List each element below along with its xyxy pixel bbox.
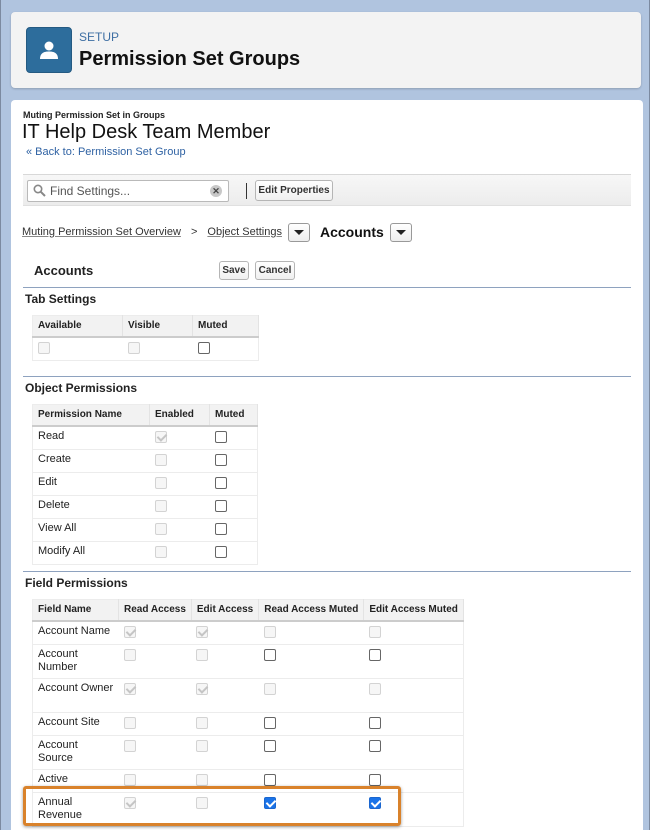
muted-checkbox[interactable] (215, 523, 227, 535)
tab-settings-title: Tab Settings (25, 292, 97, 306)
muted-checkbox[interactable] (215, 546, 227, 558)
table-row (33, 518, 258, 541)
read-access-checkbox (124, 626, 136, 638)
column-header: Field Name (33, 600, 119, 621)
edit-access-muted-checkbox[interactable] (369, 774, 381, 786)
table-row (33, 712, 464, 735)
read-access-checkbox (124, 797, 136, 809)
breadcrumb-object-settings-link[interactable]: Object Settings (207, 226, 282, 238)
muted-checkbox[interactable] (215, 431, 227, 443)
breadcrumb-overview-link[interactable]: Muting Permission Set Overview (22, 226, 181, 238)
header-title: Permission Set Groups (79, 48, 301, 70)
available-checkbox (38, 342, 50, 354)
table-row (33, 426, 258, 450)
muted-checkbox[interactable] (215, 454, 227, 466)
object-settings-dropdown-button[interactable] (288, 223, 310, 242)
permission-name: Delete (33, 495, 150, 518)
table-row (33, 769, 464, 792)
table-row (33, 792, 464, 826)
edit-access-muted-checkbox[interactable] (369, 717, 381, 729)
column-header: Muted (210, 405, 258, 426)
field-name: Account Site (33, 712, 119, 735)
read-access-checkbox (124, 649, 136, 661)
permission-name: Read (33, 426, 150, 450)
field-name: Active (33, 769, 119, 792)
enabled-checkbox (155, 454, 167, 466)
edit-properties-button[interactable]: Edit Properties (255, 180, 333, 201)
table-row (33, 735, 464, 769)
header-eyebrow: SETUP (79, 30, 120, 44)
table-row (33, 678, 464, 712)
page-header (11, 12, 641, 88)
table-row (33, 644, 464, 678)
section-divider (23, 376, 631, 377)
permission-name: Create (33, 449, 150, 472)
section-divider (23, 571, 631, 572)
edit-access-checkbox (196, 774, 208, 786)
read-access-muted-checkbox[interactable] (264, 649, 276, 661)
enabled-checkbox (155, 500, 167, 512)
edit-access-muted-checkbox[interactable] (369, 649, 381, 661)
toolbar (23, 174, 631, 206)
enabled-checkbox (155, 546, 167, 558)
table-row (33, 337, 259, 361)
breadcrumb-separator: > (190, 226, 198, 238)
accounts-dropdown-button[interactable] (390, 223, 412, 242)
user-icon (26, 27, 72, 73)
table-row (33, 449, 258, 472)
read-access-checkbox (124, 740, 136, 752)
field-name: Account Source (33, 735, 119, 769)
read-access-muted-checkbox[interactable] (264, 740, 276, 752)
enabled-checkbox (155, 431, 167, 443)
column-header: Read Access Muted (259, 600, 364, 621)
find-settings-input[interactable] (50, 183, 200, 199)
tab-muted-checkbox[interactable] (198, 342, 210, 354)
save-button[interactable]: Save (219, 261, 249, 280)
edit-access-checkbox (196, 683, 208, 695)
column-header: Edit Access Muted (364, 600, 464, 621)
clear-search-icon[interactable]: ✕ (210, 185, 222, 197)
edit-access-checkbox (196, 740, 208, 752)
chevron-down-icon (294, 230, 304, 235)
column-header: Read Access (119, 600, 192, 621)
read-access-checkbox (124, 717, 136, 729)
column-header: Available (33, 316, 123, 337)
visible-checkbox (128, 342, 140, 354)
table-row (33, 621, 464, 645)
read-access-muted-checkbox (264, 626, 276, 638)
section-divider (23, 287, 631, 288)
muted-checkbox[interactable] (215, 500, 227, 512)
field-name: Account Name (33, 621, 119, 645)
field-permissions-title: Field Permissions (25, 576, 128, 590)
read-access-checkbox (124, 774, 136, 786)
edit-access-checkbox (196, 626, 208, 638)
object-permissions-title: Object Permissions (25, 381, 138, 395)
edit-access-checkbox (196, 649, 208, 661)
chevron-down-icon (396, 230, 406, 235)
edit-access-muted-checkbox (369, 626, 381, 638)
read-access-muted-checkbox (264, 683, 276, 695)
edit-access-muted-checkbox[interactable] (369, 797, 381, 809)
search-box (27, 180, 229, 202)
tab-settings-table (32, 315, 259, 361)
muted-checkbox[interactable] (215, 477, 227, 489)
field-name: Account Number (33, 644, 119, 678)
object-title: Accounts (34, 263, 94, 278)
field-name: Account Owner (33, 678, 119, 712)
back-to-permission-set-group-link[interactable]: « Back to: Permission Set Group (26, 146, 186, 158)
breadcrumb (22, 221, 412, 243)
column-header: Muted (193, 316, 259, 337)
read-access-muted-checkbox[interactable] (264, 774, 276, 786)
permission-name: Edit (33, 472, 150, 495)
field-name: Annual Revenue (33, 792, 119, 826)
search-icon (33, 184, 46, 202)
permission-name: View All (33, 518, 150, 541)
read-access-checkbox (124, 683, 136, 695)
column-header: Edit Access (191, 600, 258, 621)
column-header: Enabled (150, 405, 210, 426)
edit-access-checkbox (196, 797, 208, 809)
edit-access-checkbox (196, 717, 208, 729)
read-access-muted-checkbox[interactable] (264, 717, 276, 729)
page-title: IT Help Desk Team Member (22, 121, 271, 143)
object-permissions-table (32, 404, 258, 565)
page-subtitle: Muting Permission Set in Groups (23, 110, 166, 120)
column-header: Permission Name (33, 405, 150, 426)
breadcrumb-current: Accounts (319, 224, 384, 240)
toolbar-divider (246, 183, 247, 199)
edit-access-muted-checkbox (369, 683, 381, 695)
read-access-muted-checkbox[interactable] (264, 797, 276, 809)
table-row (33, 541, 258, 564)
enabled-checkbox (155, 523, 167, 535)
enabled-checkbox (155, 477, 167, 489)
main-content (11, 100, 643, 830)
table-row (33, 472, 258, 495)
cancel-button[interactable]: Cancel (255, 261, 295, 280)
column-header: Visible (123, 316, 193, 337)
field-permissions-table (32, 599, 464, 827)
table-row (33, 495, 258, 518)
edit-access-muted-checkbox[interactable] (369, 740, 381, 752)
permission-name: Modify All (33, 541, 150, 564)
